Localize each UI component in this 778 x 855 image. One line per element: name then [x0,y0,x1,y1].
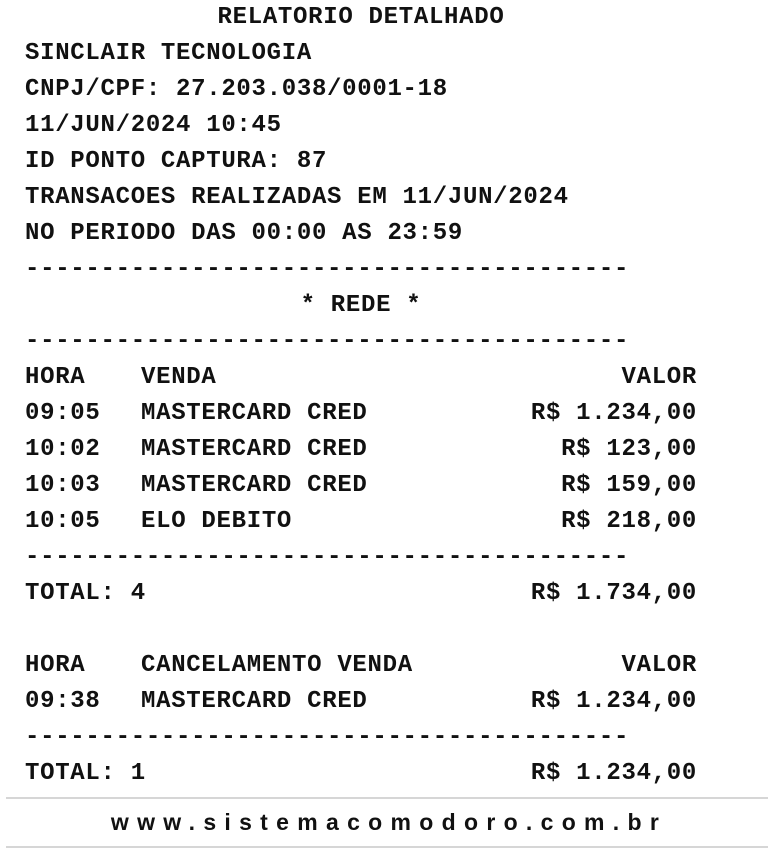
sales-total-label: TOTAL: 4 [25,580,146,607]
sales-row [25,504,697,540]
company-name: SINCLAIR TECNOLOGIA [25,40,312,67]
separator-line: ---------------------------------------- [25,724,630,751]
footer-divider-bottom [6,846,768,848]
report-period: NO PERIODO DAS 00:00 AS 23:59 [25,220,463,247]
column-header-hora: HORA [25,364,86,391]
document-id: CNPJ/CPF: 27.203.038/0001-18 [25,76,448,103]
cancellation-description: MASTERCARD CRED [141,688,368,715]
sale-time: 10:03 [25,472,101,499]
column-header-hora: HORA [25,652,86,679]
footer-divider-top [6,797,768,799]
sale-description: MASTERCARD CRED [141,400,368,427]
cancellations-total-row [25,756,697,792]
footer-website: www.sistemacomodoro.com.br [110,809,668,835]
column-header-valor: VALOR [621,364,697,391]
sales-header-row [25,360,697,396]
report-title: RELATORIO DETALHADO [217,4,505,31]
sales-row [25,396,697,432]
cancellations-total-label: TOTAL: 1 [25,760,146,787]
network-label: * REDE * [300,292,422,319]
sale-value: R$ 218,00 [561,508,697,535]
cancellation-value: R$ 1.234,00 [530,688,697,715]
sale-time: 10:05 [25,508,101,535]
cancellations-header-row [25,648,697,684]
column-header-venda: VENDA [141,364,217,391]
sales-total-value: R$ 1.734,00 [530,580,697,607]
sales-row [25,468,697,504]
transactions-date: TRANSACOES REALIZADAS EM 11/JUN/2024 [25,184,569,211]
sale-value: R$ 123,00 [561,436,697,463]
sale-value: R$ 1.234,00 [530,400,697,427]
capture-point-id: ID PONTO CAPTURA: 87 [25,148,328,175]
sale-value: R$ 159,00 [561,472,697,499]
sale-description: ELO DEBITO [141,508,293,535]
sales-total-row [25,576,697,612]
cancellation-time: 09:38 [25,688,101,715]
cancellations-total-value: R$ 1.234,00 [530,760,697,787]
separator-line: ---------------------------------------- [25,256,630,283]
receipt [25,0,697,792]
separator-line: ---------------------------------------- [25,328,630,355]
sales-row [25,432,697,468]
sale-description: MASTERCARD CRED [141,436,368,463]
column-header-valor: VALOR [621,652,697,679]
separator-line: ---------------------------------------- [25,544,630,571]
spacer [25,612,697,648]
sale-description: MASTERCARD CRED [141,472,368,499]
column-header-cancelamento: CANCELAMENTO VENDA [141,652,413,679]
cancellation-row [25,684,697,720]
sale-time: 10:02 [25,436,101,463]
report-datetime: 11/JUN/2024 10:45 [25,112,282,139]
sale-time: 09:05 [25,400,101,427]
